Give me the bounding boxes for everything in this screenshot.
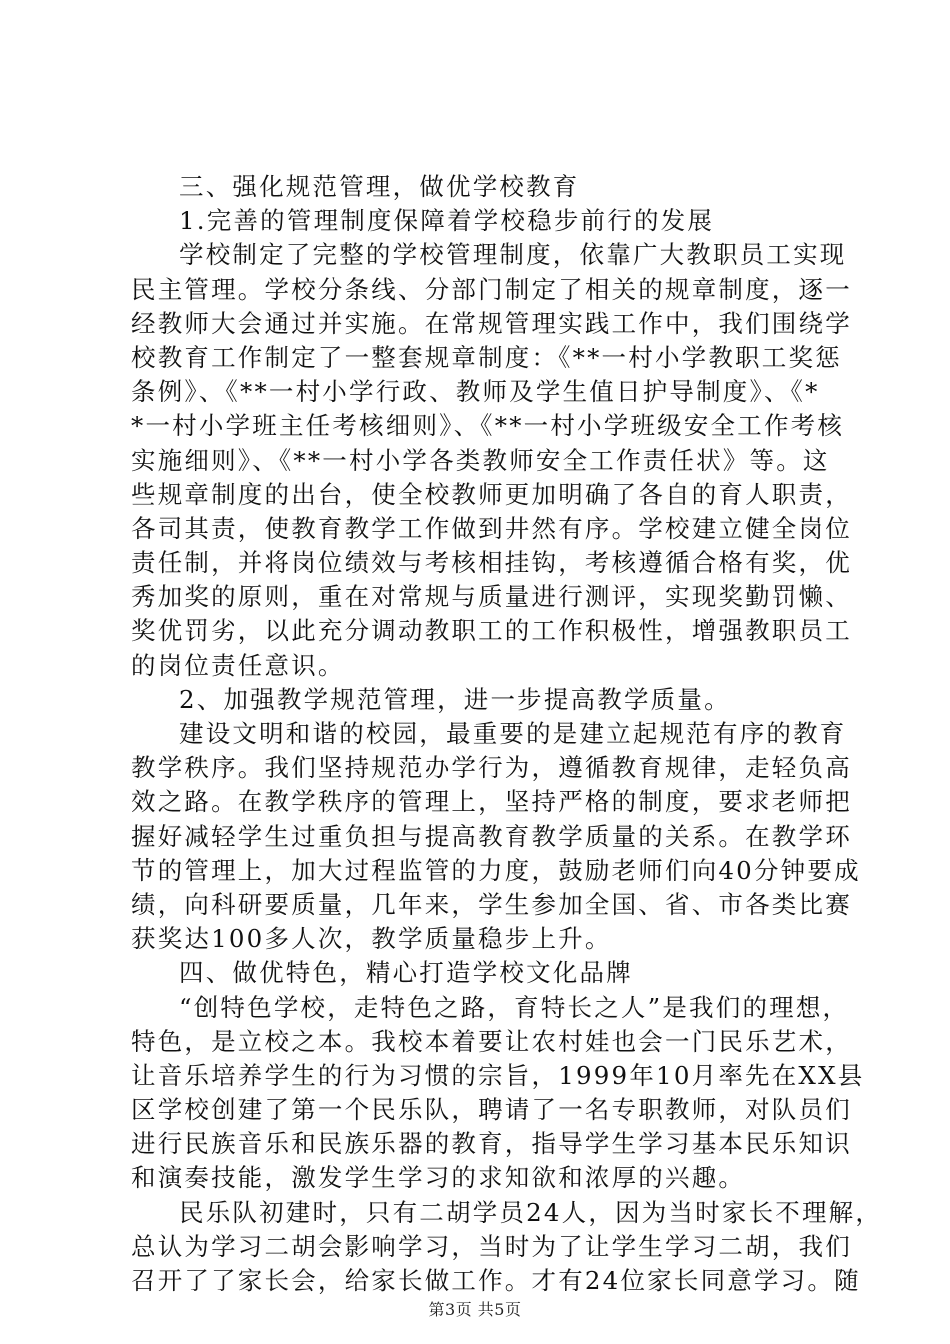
text-line: 的岗位责任意识。 bbox=[131, 650, 345, 680]
document-body bbox=[131, 170, 883, 1298]
text-line: 责任制，并将岗位绩效与考核相挂钩，考核遵循合格有奖，优 bbox=[131, 548, 852, 578]
text-line: 奖优罚劣，以此充分调动教职工的工作积极性，增强教职员工 bbox=[131, 616, 852, 646]
text-line: 2、加强教学规范管理，进一步提高教学质量。 bbox=[179, 684, 731, 714]
text-line: 秀加奖的原则，重在对常规与质量进行测评，实现奖勤罚懒、 bbox=[131, 582, 852, 612]
text-line: 民乐队初建时，只有二胡学员24人，因为当时家长不理解， bbox=[179, 1197, 883, 1227]
text-line: 总认为学习二胡会影响学习，当时为了让学生学习二胡，我们 bbox=[131, 1231, 852, 1261]
text-line: 三、强化规范管理，做优学校教育 bbox=[179, 172, 580, 201]
text-line: 和演奏技能，激发学生学习的求知欲和浓厚的兴趣。 bbox=[131, 1163, 746, 1193]
text-line: 建设文明和谐的校园，最重要的是建立起规范有序的教育 bbox=[179, 719, 847, 748]
text-line: 召开了了家长会，给家长做工作。才有24位家长同意学习。随 bbox=[131, 1266, 861, 1295]
text-line: 民主管理。学校分条线、分部门制定了相关的规章制度，逐一 bbox=[131, 274, 852, 304]
text-line: “创特色学校，走特色之路，育特长之人”是我们的理想， bbox=[179, 992, 850, 1022]
text-line: 学校制定了完整的学校管理制度，依靠广大教职员工实现 bbox=[179, 240, 847, 270]
text-line: 校教育工作制定了一整套规章制度：《**一村小学教职工奖惩 bbox=[131, 342, 842, 372]
text-line: 教学秩序。我们坚持规范办学行为，遵循教育规律，走轻负高 bbox=[131, 753, 852, 783]
text-line: 绩，向科研要质量，几年来，学生参加全国、省、市各类比赛 bbox=[131, 889, 852, 919]
text-line: 效之路。在教学秩序的管理上，坚持严格的制度，要求老师把 bbox=[131, 787, 852, 817]
text-line: 各司其责，使教育教学工作做到井然有序。学校建立健全岗位 bbox=[131, 513, 852, 543]
text-line: 握好减轻学生过重负担与提高教育教学质量的关系。在教学环 bbox=[131, 821, 852, 851]
text-line: 1.完善的管理制度保障着学校稳步前行的发展 bbox=[179, 206, 715, 236]
text-line: 条例》、《**一村小学行政、教师及学生值日护导制度》、《* bbox=[131, 377, 820, 407]
page-footer bbox=[0, 1297, 950, 1320]
text-line: 些规章制度的出台，使全校教师更加明确了各自的育人职责， bbox=[131, 479, 852, 509]
text-line: 四、做优特色，精心打造学校文化品牌 bbox=[179, 958, 633, 988]
text-line: 获奖达100多人次，教学质量稳步上升。 bbox=[131, 924, 612, 954]
text-line: 进行民族音乐和民族乐器的教育，指导学生学习基本民乐知识 bbox=[131, 1129, 852, 1159]
page-number-label: 第3页 共5页 bbox=[428, 1300, 522, 1319]
text-line: 节的管理上，加大过程监管的力度，鼓励老师们向40分钟要成 bbox=[131, 855, 861, 885]
text-line: 特色，是立校之本。我校本着要让农村娃也会一门民乐艺术， bbox=[131, 1026, 852, 1056]
text-line: 让音乐培养学生的行为习惯的宗旨，1999年10月率先在XX县 bbox=[131, 1060, 865, 1090]
text-line: 实施细则》、《**一村小学各类教师安全工作责任状》等。这 bbox=[131, 445, 830, 475]
text-line: 经教师大会通过并实施。在常规管理实践工作中，我们围绕学 bbox=[131, 308, 852, 338]
text-line: *一村小学班主任考核细则》、《**一村小学班级安全工作考核 bbox=[131, 411, 845, 441]
text-line: 区学校创建了第一个民乐队，聘请了一名专职教师，对队员们 bbox=[131, 1095, 852, 1125]
